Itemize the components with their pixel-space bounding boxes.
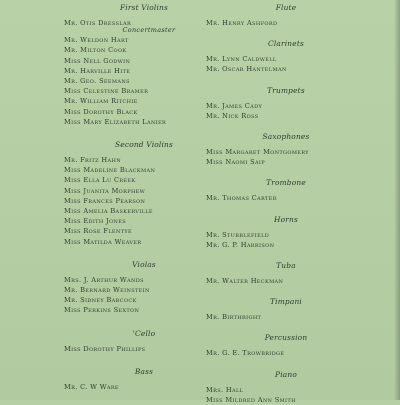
member: Mr. Oscar Hantelman <box>206 65 287 74</box>
member: Mr. Otis Dresslar <box>64 19 132 27</box>
section-heading: Trumpets <box>267 85 305 95</box>
section-cello <box>64 330 224 354</box>
member: Mr. C. W Ware <box>64 382 119 391</box>
section-heading: Piano <box>275 369 297 379</box>
section-heading: Tuba <box>276 261 296 271</box>
member: Mr. Stubblefield <box>206 230 270 239</box>
member: Mr. James Cady <box>206 101 263 110</box>
section-heading: Violas <box>132 259 156 269</box>
section-heading: Clarinets <box>267 39 305 49</box>
member: Miss Madeline Blackman <box>64 166 156 175</box>
member: Mr. Henry Ashford <box>206 19 278 27</box>
section-heading: First Violins <box>119 3 169 12</box>
member: Miss Dorothy Phillips <box>64 344 146 353</box>
member: Miss Mary Elizabeth Lanier <box>64 117 167 126</box>
member: Miss Frances Pearson <box>64 196 146 205</box>
section-violas <box>64 261 224 316</box>
section-horns <box>206 216 366 250</box>
member: Mr. Weldon Hart <box>64 36 129 45</box>
member: Mr. G. P. Harrison <box>206 240 275 249</box>
member: Miss Celestine Bramer <box>64 87 149 96</box>
member: Mr. Harville Hite <box>64 66 131 75</box>
member-role: Concertmaster <box>122 26 176 35</box>
section-second-violins <box>64 141 224 247</box>
section-clarinets <box>206 40 366 74</box>
section-heading: Horns <box>274 214 298 224</box>
page-edge-shadow <box>394 0 400 400</box>
member: Miss Juanita Morphew <box>64 186 146 195</box>
member: Miss Naomi Saip <box>206 158 265 167</box>
section-heading: Flute <box>275 3 297 12</box>
member: Miss Rose Flentye <box>64 227 132 236</box>
section-heading: 'Cello <box>132 328 156 338</box>
member: Mr. Sidney Babcock <box>64 296 137 305</box>
section-heading: Second Violins <box>115 140 173 150</box>
section-first-violins <box>64 4 224 127</box>
member: Miss Matilda Weaver <box>64 237 142 246</box>
member: Miss Amelia Baskerville <box>64 207 153 216</box>
member: Mr. Bernard Weinstein <box>64 286 150 295</box>
section-bass <box>64 368 224 392</box>
section-flute <box>206 4 366 28</box>
member: Mr. Milton Cook <box>64 46 127 55</box>
section-heading: Trombone <box>266 178 306 188</box>
member: Mrs. Hall <box>206 385 244 394</box>
section-tuba <box>206 262 366 286</box>
section-heading: Bass <box>134 366 154 376</box>
member: Mr. Walter Heckman <box>206 277 284 286</box>
winds-percussion-column <box>206 4 366 405</box>
member: Mr. Nick Ross <box>206 111 259 120</box>
section-percussion <box>206 334 366 358</box>
section-heading: Percussion <box>264 333 308 343</box>
section-heading: Timpani <box>270 297 302 307</box>
member: Mr. William Ritchie <box>64 97 138 106</box>
section-trumpets <box>206 87 366 121</box>
member: Miss Nell Godwin <box>64 56 131 65</box>
member: Mr. Geo. Seemans <box>64 77 130 86</box>
member: Mrs. J. Arthur Wands <box>64 275 144 284</box>
section-trombone <box>206 179 366 203</box>
member: Mr. Fritz Hahn <box>64 156 121 165</box>
section-timpani <box>206 298 366 322</box>
member: Miss Mildred Ann Smith <box>206 395 296 404</box>
member: Miss Margaret Montgomery <box>206 148 309 157</box>
member: Mr. Lynn Caldwell <box>206 55 277 64</box>
member: Mr. G. E. Trowbridge <box>206 349 285 358</box>
member: Miss Edith Jones <box>64 217 126 226</box>
member: Miss Perkins Sexton <box>64 306 140 315</box>
section-heading: Saxophones <box>262 132 310 142</box>
section-saxophones <box>206 133 366 167</box>
member: Mr. Birthright <box>206 313 262 322</box>
member: Miss Ella Lu Creek <box>64 176 136 185</box>
strings-column <box>64 4 224 392</box>
member: Mr. Thomas Carter <box>206 194 277 203</box>
member: Miss Dorothy Black <box>64 107 138 116</box>
